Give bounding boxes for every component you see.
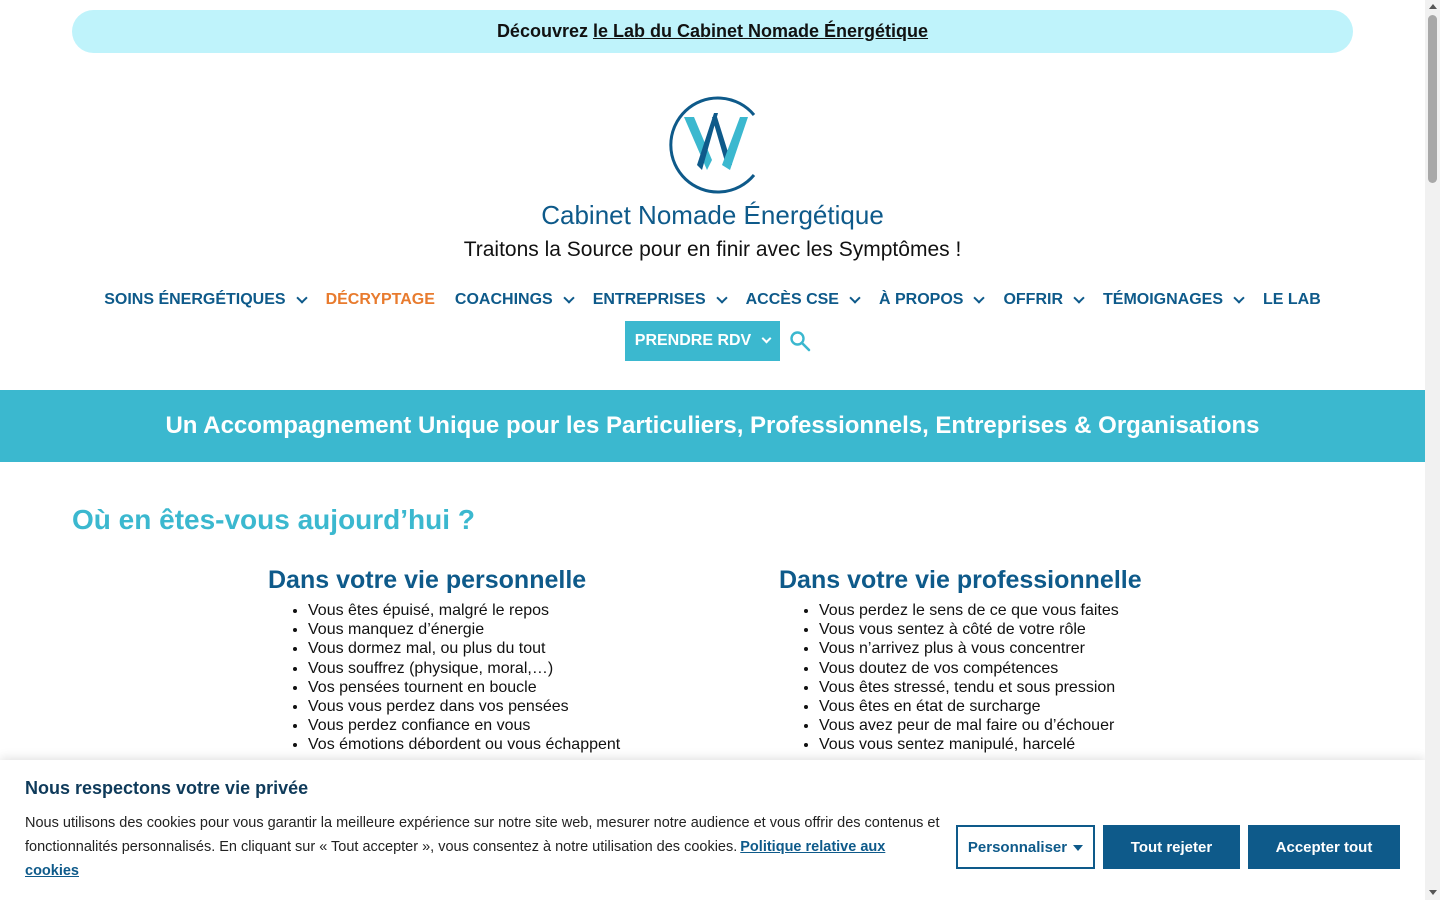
nav-soins-energetiques[interactable] xyxy=(104,286,305,314)
nav-decryptage[interactable] xyxy=(326,286,435,314)
professional-column xyxy=(779,566,1142,755)
hero-banner: Un Accompagnement Unique pour les Particuliers, Professionnels, Entreprises & Organisations xyxy=(0,390,1425,462)
reject-all-button[interactable]: Tout rejeter xyxy=(1103,825,1240,869)
chevron-down-icon xyxy=(296,292,307,303)
nav-label: ACCÈS CSE xyxy=(745,291,839,308)
chevron-down-icon xyxy=(563,292,574,303)
list-item: • Vos pensées tournent en boucle xyxy=(308,678,620,697)
site-tagline: Traitons la Source pour en finir avec les Symptômes ! xyxy=(463,238,962,261)
scrollbar[interactable] xyxy=(1425,0,1440,900)
list-item: • Vous n’arrivez plus à vous concentrer xyxy=(819,639,1142,658)
list-item: • Vous êtes stressé, tendu et sous pression xyxy=(819,678,1142,697)
professional-heading: Dans votre vie professionnelle xyxy=(779,566,1142,594)
nav-label: DÉCRYPTAGE xyxy=(325,291,435,308)
secondary-nav xyxy=(0,321,1425,361)
nav-acces-cse[interactable] xyxy=(746,286,859,314)
nav-coachings[interactable] xyxy=(455,286,573,314)
customize-button[interactable] xyxy=(956,825,1095,869)
rdv-label: PRENDRE RDV xyxy=(634,332,752,349)
chevron-down-icon xyxy=(849,292,860,303)
customize-label: Personnaliser xyxy=(967,838,1068,856)
nav-label: À PROPOS xyxy=(878,291,964,308)
list-item: • Vous vous sentez à côté de votre rôle xyxy=(819,620,1142,639)
chevron-down-icon xyxy=(974,292,985,303)
list-item: • Vous êtes en état de surcharge xyxy=(819,697,1142,716)
list-item: • Vous vous perdez dans vos pensées xyxy=(308,697,620,716)
personal-list xyxy=(308,601,620,755)
chevron-down-icon xyxy=(1233,292,1244,303)
scroll-down-arrow-icon[interactable] xyxy=(1429,890,1437,895)
cookie-title: Nous respectons votre vie privée xyxy=(25,778,309,798)
nav-temoignages[interactable] xyxy=(1103,286,1243,314)
professional-list xyxy=(819,601,1142,755)
list-item: • Vous vous sentez manipulé, harcelé xyxy=(819,735,1142,754)
site-logo[interactable] xyxy=(662,95,762,195)
prendre-rdv-button[interactable] xyxy=(625,321,780,361)
list-item: • Vos émotions débordent ou vous échappent xyxy=(308,735,620,754)
scrollbar-thumb[interactable] xyxy=(1428,15,1437,183)
chevron-down-icon xyxy=(716,292,727,303)
list-item: • Vous perdez confiance en vous xyxy=(308,716,620,735)
section-heading: Où en êtes-vous aujourd’hui ? xyxy=(72,504,475,535)
chevron-down-icon xyxy=(1073,292,1084,303)
nav-a-propos[interactable] xyxy=(879,286,983,314)
scroll-up-arrow-icon[interactable] xyxy=(1429,4,1437,9)
list-item: • Vous perdez le sens de ce que vous faites xyxy=(819,601,1142,620)
cookie-description: Nous utilisons des cookies pour vous garantir la meilleure expérience sur notre site web, mesurer notre audience et vous offrir des contenus et fonctionnalités personnalisés. En cliquant sur « Tout accepter », vous consentez à notre utilisation des cookies. xyxy=(25,815,940,855)
main-nav xyxy=(0,286,1425,314)
nav-label: LE LAB xyxy=(1263,291,1321,308)
nav-label: TÉMOIGNAGES xyxy=(1103,291,1224,308)
personal-heading: Dans votre vie personnelle xyxy=(268,566,587,594)
site-title[interactable]: Cabinet Nomade Énergétique xyxy=(541,200,884,230)
nav-offrir[interactable] xyxy=(1003,286,1083,314)
chevron-down-icon xyxy=(762,334,772,344)
nav-label: SOINS ÉNERGÉTIQUES xyxy=(104,291,286,308)
nav-label: ENTREPRISES xyxy=(592,291,706,308)
announcement-prefix: Découvrez xyxy=(496,21,588,41)
nav-label: OFFRIR xyxy=(1003,291,1063,308)
personal-column xyxy=(268,566,620,755)
announcement-bar xyxy=(72,10,1353,53)
nav-le-lab[interactable] xyxy=(1263,286,1321,314)
lab-link[interactable]: le Lab du Cabinet Nomade Énergétique xyxy=(592,21,929,41)
caret-down-icon xyxy=(1073,845,1083,851)
list-item: • Vous manquez d’énergie xyxy=(308,620,620,639)
accept-all-button[interactable]: Accepter tout xyxy=(1248,825,1400,869)
list-item: • Vous souffrez (physique, moral,…) xyxy=(308,659,620,678)
cookie-consent-banner xyxy=(0,760,1425,900)
list-item: • Vous êtes épuisé, malgré le repos xyxy=(308,601,620,620)
list-item: • Vous avez peur de mal faire ou d’échouer xyxy=(819,716,1142,735)
list-item: • Vous doutez de vos compétences xyxy=(819,659,1142,678)
nav-entreprises[interactable] xyxy=(593,286,726,314)
cookie-policy-link[interactable]: Politique relative aux cookies xyxy=(25,839,886,879)
nav-label: COACHINGS xyxy=(454,291,553,308)
cookie-text xyxy=(25,811,940,883)
list-item: • Vous dormez mal, ou plus du tout xyxy=(308,639,620,658)
search-icon[interactable] xyxy=(788,329,812,353)
